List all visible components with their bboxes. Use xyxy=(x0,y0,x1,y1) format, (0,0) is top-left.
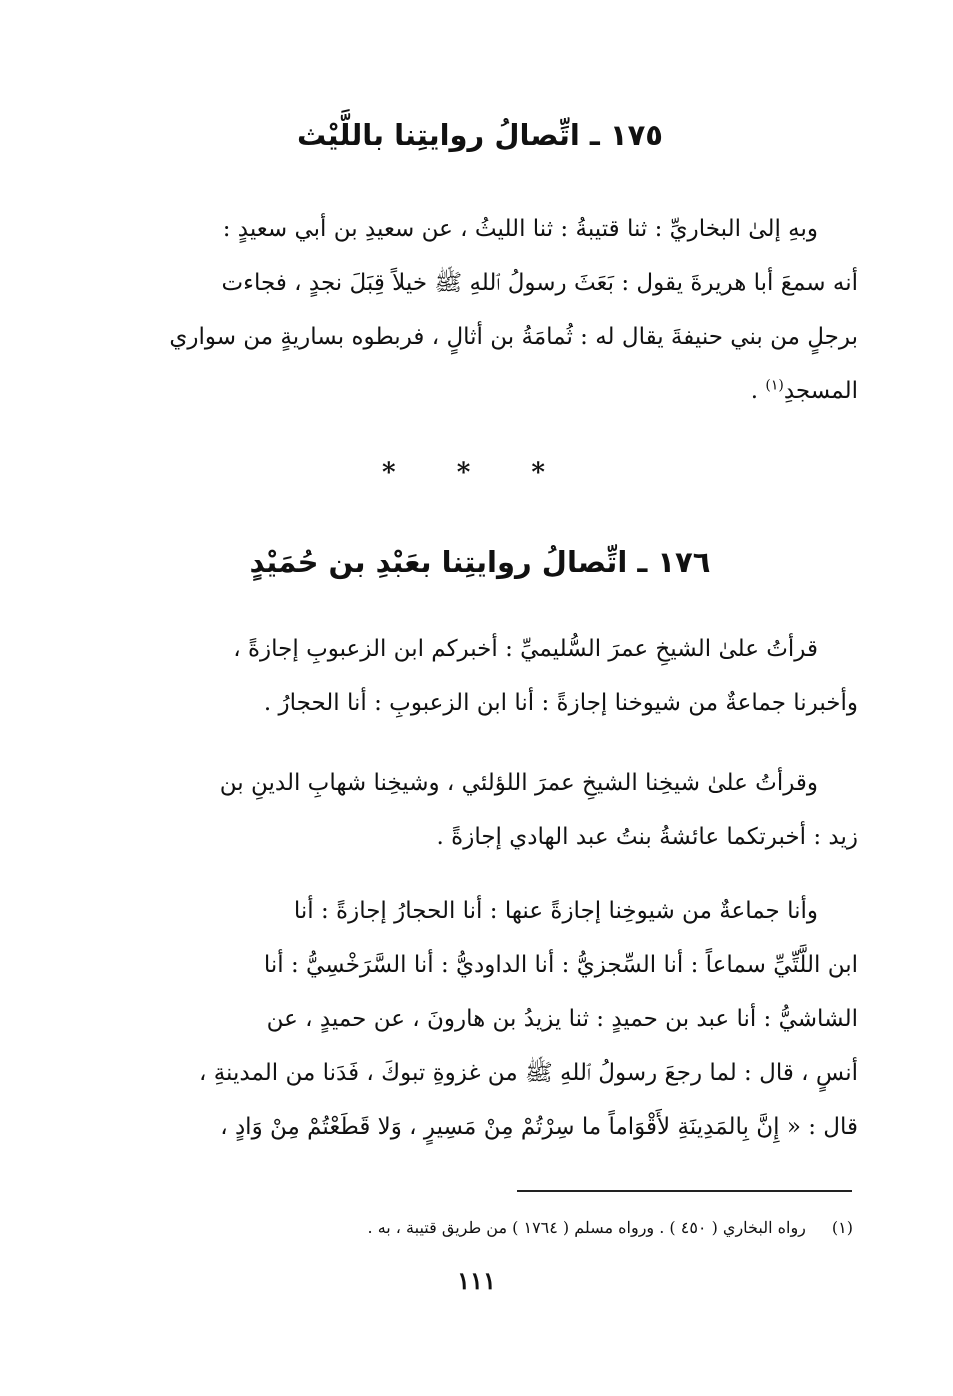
text-line: وأخبرنا جماعةٌ من شيوخنا إجازةً : أنا ابن الزعبوبِ : أنا الحجارُ . xyxy=(263,690,858,716)
text-line: قال : « إِنَّ بِالمَدِينَةِ لأَقْوَاماً ما سِرْتُمْ مِنْ مَسِيرٍ ، وَلا قَطَعْتُمْ مِنْ وَادٍ ، xyxy=(220,1114,858,1140)
text-line: قرأتُ علىٰ الشيخِ عمرَ السُّليميِّ : أخبركم ابن الزعبوبِ إجازةً ، xyxy=(233,636,818,662)
section-175-heading: ١٧٥ ـ اتِّصالُ روايتِنا باللَّيْث xyxy=(296,118,664,152)
footnote-text: رواه البخاري ( ٤٥٠ ) . ورواه مسلم ( ١٧٦٤ ) من طريق قتيبة ، به . xyxy=(367,1218,806,1237)
text-line: وأنا جماعةٌ من شيوخِنا إجازةً عنها : أنا الحجارُ إجازةً : أنا xyxy=(293,898,818,924)
section-176-paragraph-3 xyxy=(98,884,858,1154)
last-line-end: . xyxy=(750,378,766,404)
text-line: وبهِ إلىٰ البخاريِّ : ثنا قتيبةُ : ثنا الليثُ ، عن سعيدِ بن أبي سعيدٍ : xyxy=(222,216,818,242)
text-line: وقرأتُ علىٰ شيخِنا الشيخِ عمرَ اللؤلئي ، وشيخِنا شهابِ الدينِ بن xyxy=(219,770,818,796)
section-176-paragraph-2 xyxy=(98,756,858,864)
text-line: ابن اللَّتِّيِّ سماعاً : أنا السِّجزيُّ : أنا الداوديُّ : أنا السَّرَخْسِيُّ : أنا xyxy=(263,952,858,978)
footnote-divider xyxy=(517,1190,852,1192)
section-176-heading: ١٧٦ ـ اتِّصالُ روايتِنا بعَبْدِ بن حُمَيْدٍ xyxy=(249,545,711,579)
text-line: أنسٍ ، قال : لما رجعَ رسولُ ٱللهِ ﷺ من غزوةِ تبوكَ ، فَدَنا من المدينةِ ، xyxy=(198,1060,858,1086)
page-number: ١١١ xyxy=(457,1266,496,1295)
text-line: برجلٍ من بني حنيفةَ يقال له : ثُمامَةُ بن أثالٍ ، فربطوه بساريةٍ من سواري xyxy=(169,324,858,350)
footnote-number: (١) xyxy=(831,1218,853,1237)
footnote-marker: (١) xyxy=(765,377,784,394)
text-line: أنه سمعَ أبا هريرةَ يقول : بَعَثَ رسولُ ٱللهِ ﷺ خيلاً قِبَلَ نجدٍ ، فجاءت xyxy=(221,270,858,296)
last-line-text: المسجدِ xyxy=(783,378,858,404)
section-separator: * * * xyxy=(382,458,571,488)
text-line: زيد : أخبرتكما عائشةُ بنتُ عبد الهادي إجازةً . xyxy=(436,824,858,850)
section-176-paragraph-1 xyxy=(98,622,858,730)
section-175-body xyxy=(98,202,858,418)
text-line-last xyxy=(98,364,858,418)
footnote xyxy=(93,1214,853,1242)
text-line: الشاشيُّ : أنا عبد بن حميدٍ : ثنا يزيدُ بن هارونَ ، عن حميدٍ ، عن xyxy=(266,1006,858,1032)
